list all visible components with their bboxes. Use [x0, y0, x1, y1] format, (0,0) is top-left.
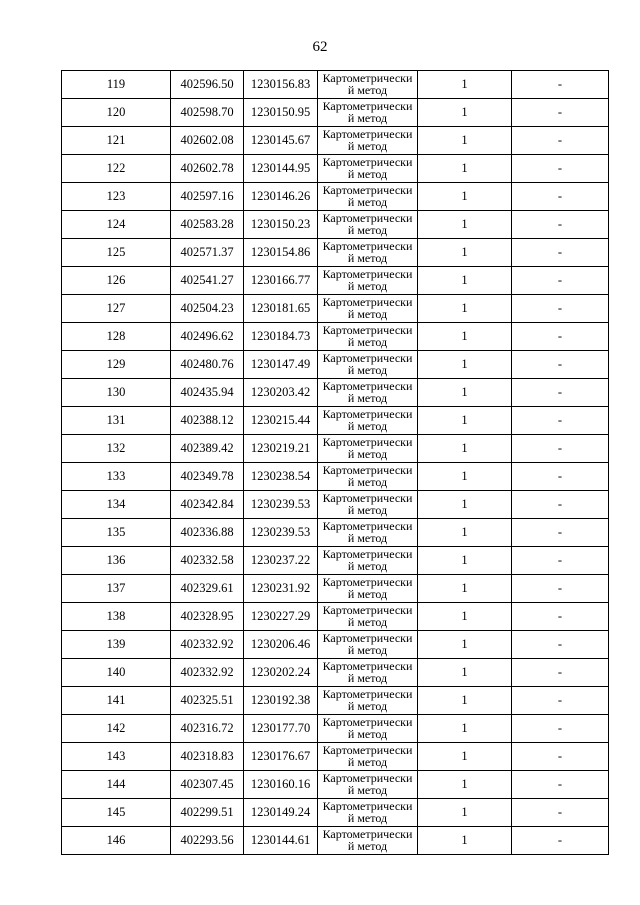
method-text-line2: й метод: [347, 363, 388, 377]
method-text-line2: й метод: [347, 503, 388, 517]
y-coordinate-cell: 1230177.70: [244, 715, 318, 743]
point-number-cell: 132: [62, 435, 171, 463]
table-row: [62, 435, 609, 463]
note-cell: -: [512, 323, 609, 351]
method-text-line1: Картометрически: [322, 659, 413, 673]
table-row: [62, 183, 609, 211]
method-text-line2: й метод: [347, 643, 388, 657]
note-cell: -: [512, 519, 609, 547]
accuracy-cell: 1: [418, 99, 512, 127]
point-number-cell: 138: [62, 603, 171, 631]
accuracy-cell: 1: [418, 687, 512, 715]
table-row: [62, 827, 609, 855]
method-text-line2: й метод: [347, 307, 388, 321]
method-text-line2: й метод: [347, 783, 388, 797]
method-text-line2: й метод: [347, 727, 388, 741]
accuracy-cell: 1: [418, 827, 512, 855]
method-cell: [318, 295, 418, 323]
x-coordinate-cell: 402293.56: [171, 827, 244, 855]
x-coordinate-cell: 402316.72: [171, 715, 244, 743]
note-cell: -: [512, 743, 609, 771]
method-text-line1: Картометрически: [322, 155, 413, 169]
note-cell: -: [512, 491, 609, 519]
x-coordinate-cell: 402299.51: [171, 799, 244, 827]
y-coordinate-cell: 1230237.22: [244, 547, 318, 575]
point-number-cell: 127: [62, 295, 171, 323]
table-row: [62, 547, 609, 575]
note-cell: -: [512, 99, 609, 127]
table-row: [62, 323, 609, 351]
accuracy-cell: 1: [418, 407, 512, 435]
accuracy-cell: 1: [418, 575, 512, 603]
accuracy-cell: 1: [418, 659, 512, 687]
method-text-line2: й метод: [347, 83, 388, 97]
y-coordinate-cell: 1230160.16: [244, 771, 318, 799]
method-text-line2: й метод: [347, 279, 388, 293]
point-number-cell: 120: [62, 99, 171, 127]
method-text-line2: й метод: [347, 587, 388, 601]
point-number-cell: 125: [62, 239, 171, 267]
method-cell: [318, 715, 418, 743]
method-cell: [318, 71, 418, 99]
point-number-cell: 144: [62, 771, 171, 799]
method-cell: [318, 547, 418, 575]
point-number-cell: 130: [62, 379, 171, 407]
method-cell: [318, 267, 418, 295]
x-coordinate-cell: 402325.51: [171, 687, 244, 715]
table-row: [62, 407, 609, 435]
accuracy-cell: 1: [418, 155, 512, 183]
y-coordinate-cell: 1230150.95: [244, 99, 318, 127]
y-coordinate-cell: 1230176.67: [244, 743, 318, 771]
note-cell: -: [512, 379, 609, 407]
method-cell: [318, 491, 418, 519]
method-cell: [318, 211, 418, 239]
x-coordinate-cell: 402328.95: [171, 603, 244, 631]
accuracy-cell: 1: [418, 603, 512, 631]
accuracy-cell: 1: [418, 379, 512, 407]
accuracy-cell: 1: [418, 547, 512, 575]
table-row: [62, 295, 609, 323]
x-coordinate-cell: 402602.78: [171, 155, 244, 183]
note-cell: -: [512, 295, 609, 323]
note-cell: -: [512, 463, 609, 491]
table-row: [62, 267, 609, 295]
accuracy-cell: 1: [418, 351, 512, 379]
note-cell: -: [512, 659, 609, 687]
note-cell: -: [512, 799, 609, 827]
method-text-line1: Картометрически: [322, 267, 413, 281]
table-row: [62, 127, 609, 155]
method-text-line1: Картометрически: [322, 183, 413, 197]
point-number-cell: 134: [62, 491, 171, 519]
x-coordinate-cell: 402541.27: [171, 267, 244, 295]
y-coordinate-cell: 1230149.24: [244, 799, 318, 827]
point-number-cell: 146: [62, 827, 171, 855]
y-coordinate-cell: 1230184.73: [244, 323, 318, 351]
note-cell: -: [512, 239, 609, 267]
accuracy-cell: 1: [418, 295, 512, 323]
y-coordinate-cell: 1230150.23: [244, 211, 318, 239]
page-number: 62: [312, 39, 328, 55]
method-cell: [318, 771, 418, 799]
x-coordinate-cell: 402332.58: [171, 547, 244, 575]
method-cell: [318, 799, 418, 827]
method-cell: [318, 183, 418, 211]
x-coordinate-cell: 402435.94: [171, 379, 244, 407]
accuracy-cell: 1: [418, 799, 512, 827]
point-number-cell: 131: [62, 407, 171, 435]
point-number-cell: 141: [62, 687, 171, 715]
point-number-cell: 119: [62, 71, 171, 99]
y-coordinate-cell: 1230154.86: [244, 239, 318, 267]
x-coordinate-cell: 402307.45: [171, 771, 244, 799]
accuracy-cell: 1: [418, 323, 512, 351]
point-number-cell: 126: [62, 267, 171, 295]
point-number-cell: 124: [62, 211, 171, 239]
y-coordinate-cell: 1230239.53: [244, 519, 318, 547]
method-cell: [318, 603, 418, 631]
table-row: [62, 71, 609, 99]
x-coordinate-cell: 402349.78: [171, 463, 244, 491]
y-coordinate-cell: 1230219.21: [244, 435, 318, 463]
method-text-line2: й метод: [347, 195, 388, 209]
accuracy-cell: 1: [418, 519, 512, 547]
accuracy-cell: 1: [418, 435, 512, 463]
method-text-line1: Картометрически: [322, 127, 413, 141]
method-text-line2: й метод: [347, 671, 388, 685]
x-coordinate-cell: 402336.88: [171, 519, 244, 547]
method-text-line2: й метод: [347, 223, 388, 237]
table-row: [62, 631, 609, 659]
y-coordinate-cell: 1230203.42: [244, 379, 318, 407]
y-coordinate-cell: 1230215.44: [244, 407, 318, 435]
x-coordinate-cell: 402332.92: [171, 659, 244, 687]
method-text-line2: й метод: [347, 531, 388, 545]
method-text-line2: й метод: [347, 335, 388, 349]
table-row: [62, 799, 609, 827]
table-row: [62, 743, 609, 771]
table-row: [62, 603, 609, 631]
point-number-cell: 143: [62, 743, 171, 771]
accuracy-cell: 1: [418, 631, 512, 659]
method-text-line2: й метод: [347, 251, 388, 265]
x-coordinate-cell: 402332.92: [171, 631, 244, 659]
accuracy-cell: 1: [418, 491, 512, 519]
method-text-line1: Картометрически: [322, 715, 413, 729]
x-coordinate-cell: 402597.16: [171, 183, 244, 211]
method-cell: [318, 99, 418, 127]
method-text-line1: Картометрически: [322, 743, 413, 757]
method-cell: [318, 631, 418, 659]
method-cell: [318, 127, 418, 155]
x-coordinate-cell: 402480.76: [171, 351, 244, 379]
note-cell: -: [512, 603, 609, 631]
coordinates-table-body: [62, 71, 609, 855]
method-cell: [318, 407, 418, 435]
x-coordinate-cell: 402318.83: [171, 743, 244, 771]
method-text-line2: й метод: [347, 559, 388, 573]
note-cell: -: [512, 155, 609, 183]
x-coordinate-cell: 402602.08: [171, 127, 244, 155]
note-cell: -: [512, 71, 609, 99]
point-number-cell: 136: [62, 547, 171, 575]
y-coordinate-cell: 1230231.92: [244, 575, 318, 603]
method-text-line1: Картометрически: [322, 799, 413, 813]
method-cell: [318, 575, 418, 603]
method-text-line2: й метод: [347, 391, 388, 405]
note-cell: -: [512, 211, 609, 239]
point-number-cell: 122: [62, 155, 171, 183]
method-text-line1: Картометрически: [322, 407, 413, 421]
method-text-line1: Картометрически: [322, 631, 413, 645]
point-number-cell: 145: [62, 799, 171, 827]
method-text-line2: й метод: [347, 419, 388, 433]
accuracy-cell: 1: [418, 127, 512, 155]
method-cell: [318, 155, 418, 183]
method-text-line1: Картометрически: [322, 323, 413, 337]
point-number-cell: 128: [62, 323, 171, 351]
method-text-line2: й метод: [347, 699, 388, 713]
method-text-line2: й метод: [347, 755, 388, 769]
method-text-line2: й метод: [347, 167, 388, 181]
accuracy-cell: 1: [418, 71, 512, 99]
table-row: [62, 211, 609, 239]
note-cell: -: [512, 267, 609, 295]
table-row: [62, 659, 609, 687]
note-cell: -: [512, 771, 609, 799]
note-cell: -: [512, 575, 609, 603]
method-text-line2: й метод: [347, 111, 388, 125]
x-coordinate-cell: 402571.37: [171, 239, 244, 267]
table-row: [62, 575, 609, 603]
point-number-cell: 133: [62, 463, 171, 491]
method-text-line2: й метод: [347, 615, 388, 629]
method-text-line1: Картометрически: [322, 379, 413, 393]
accuracy-cell: 1: [418, 267, 512, 295]
table-row: [62, 771, 609, 799]
x-coordinate-cell: 402496.62: [171, 323, 244, 351]
note-cell: -: [512, 407, 609, 435]
method-cell: [318, 519, 418, 547]
method-text-line1: Картометрически: [322, 519, 413, 533]
point-number-cell: 142: [62, 715, 171, 743]
method-text-line1: Картометрически: [322, 295, 413, 309]
note-cell: -: [512, 715, 609, 743]
note-cell: -: [512, 631, 609, 659]
table-row: [62, 491, 609, 519]
method-text-line1: Картометрически: [322, 239, 413, 253]
coordinates-table: [61, 70, 609, 855]
point-number-cell: 135: [62, 519, 171, 547]
method-cell: [318, 351, 418, 379]
accuracy-cell: 1: [418, 771, 512, 799]
point-number-cell: 137: [62, 575, 171, 603]
note-cell: -: [512, 351, 609, 379]
method-cell: [318, 463, 418, 491]
method-text-line2: й метод: [347, 447, 388, 461]
accuracy-cell: 1: [418, 211, 512, 239]
accuracy-cell: 1: [418, 239, 512, 267]
method-text-line1: Картометрически: [322, 575, 413, 589]
point-number-cell: 140: [62, 659, 171, 687]
table-row: [62, 519, 609, 547]
method-text-line1: Картометрически: [322, 71, 413, 85]
x-coordinate-cell: 402596.50: [171, 71, 244, 99]
method-text-line2: й метод: [347, 811, 388, 825]
y-coordinate-cell: 1230238.54: [244, 463, 318, 491]
method-cell: [318, 379, 418, 407]
table-row: [62, 379, 609, 407]
note-cell: -: [512, 435, 609, 463]
x-coordinate-cell: 402504.23: [171, 295, 244, 323]
point-number-cell: 139: [62, 631, 171, 659]
x-coordinate-cell: 402583.28: [171, 211, 244, 239]
table-row: [62, 239, 609, 267]
y-coordinate-cell: 1230144.61: [244, 827, 318, 855]
point-number-cell: 123: [62, 183, 171, 211]
note-cell: -: [512, 127, 609, 155]
y-coordinate-cell: 1230181.65: [244, 295, 318, 323]
method-cell: [318, 827, 418, 855]
table-row: [62, 463, 609, 491]
y-coordinate-cell: 1230166.77: [244, 267, 318, 295]
note-cell: -: [512, 547, 609, 575]
method-cell: [318, 659, 418, 687]
method-text-line1: Картометрически: [322, 351, 413, 365]
y-coordinate-cell: 1230156.83: [244, 71, 318, 99]
method-text-line2: й метод: [347, 475, 388, 489]
accuracy-cell: 1: [418, 463, 512, 491]
x-coordinate-cell: 402388.12: [171, 407, 244, 435]
table-row: [62, 99, 609, 127]
method-text-line1: Картометрически: [322, 547, 413, 561]
method-cell: [318, 239, 418, 267]
table-row: [62, 715, 609, 743]
note-cell: -: [512, 183, 609, 211]
method-text-line1: Картометрически: [322, 771, 413, 785]
x-coordinate-cell: 402389.42: [171, 435, 244, 463]
method-cell: [318, 435, 418, 463]
accuracy-cell: 1: [418, 715, 512, 743]
y-coordinate-cell: 1230239.53: [244, 491, 318, 519]
method-text-line1: Картометрически: [322, 99, 413, 113]
method-text-line2: й метод: [347, 839, 388, 853]
method-text-line1: Картометрически: [322, 211, 413, 225]
y-coordinate-cell: 1230145.67: [244, 127, 318, 155]
method-text-line1: Картометрически: [322, 827, 413, 841]
method-text-line1: Картометрически: [322, 687, 413, 701]
y-coordinate-cell: 1230227.29: [244, 603, 318, 631]
x-coordinate-cell: 402329.61: [171, 575, 244, 603]
y-coordinate-cell: 1230192.38: [244, 687, 318, 715]
method-text-line1: Картометрически: [322, 463, 413, 477]
method-text-line1: Картометрически: [322, 491, 413, 505]
y-coordinate-cell: 1230147.49: [244, 351, 318, 379]
y-coordinate-cell: 1230206.46: [244, 631, 318, 659]
method-cell: [318, 687, 418, 715]
method-text-line1: Картометрически: [322, 603, 413, 617]
method-cell: [318, 743, 418, 771]
table-row: [62, 687, 609, 715]
x-coordinate-cell: 402342.84: [171, 491, 244, 519]
method-text-line1: Картометрически: [322, 435, 413, 449]
method-cell: [318, 323, 418, 351]
note-cell: -: [512, 827, 609, 855]
table-row: [62, 351, 609, 379]
accuracy-cell: 1: [418, 183, 512, 211]
accuracy-cell: 1: [418, 743, 512, 771]
y-coordinate-cell: 1230202.24: [244, 659, 318, 687]
y-coordinate-cell: 1230144.95: [244, 155, 318, 183]
y-coordinate-cell: 1230146.26: [244, 183, 318, 211]
table-row: [62, 155, 609, 183]
point-number-cell: 121: [62, 127, 171, 155]
x-coordinate-cell: 402598.70: [171, 99, 244, 127]
method-text-line2: й метод: [347, 139, 388, 153]
point-number-cell: 129: [62, 351, 171, 379]
note-cell: -: [512, 687, 609, 715]
